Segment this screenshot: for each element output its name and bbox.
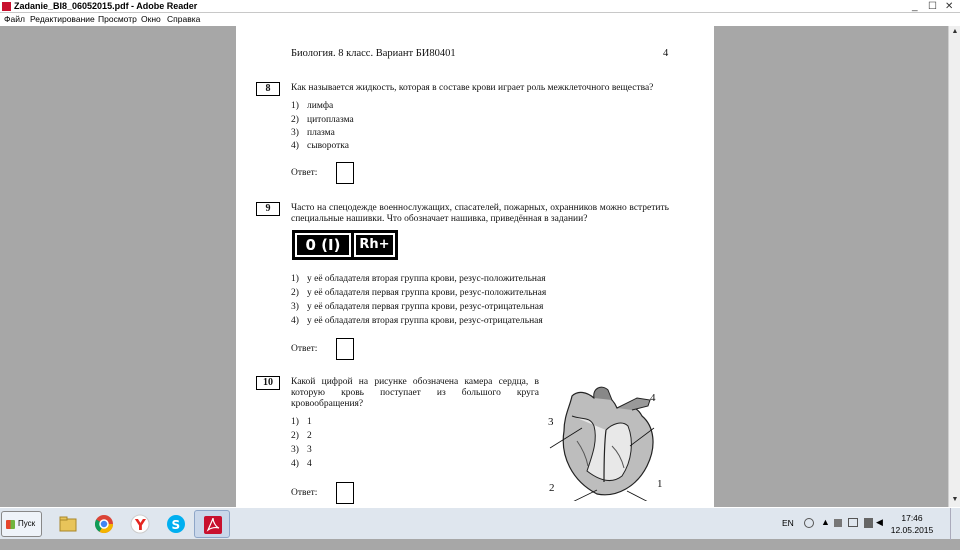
option-text: у её обладателя первая группа крови, резус-положительная [307,288,547,298]
answer-box[interactable] [336,482,354,504]
menu-file[interactable]: Файл [4,14,25,24]
network-icon[interactable] [864,518,873,528]
taskbar-skype[interactable] [158,510,194,538]
leader-line-2 [556,490,597,501]
question-number: 10 [256,376,280,390]
blood-group-label: 0 (I) [295,233,351,257]
option [291,431,312,441]
option-text: у её обладателя вторая группа крови, резус-отрицательная [307,316,543,326]
option-text: у её обладателя первая группа крови, резус-отрицательная [307,302,544,312]
tray-app-icon[interactable] [834,519,842,527]
option-number: 2) [291,288,299,298]
scroll-down-icon[interactable]: ▼ [951,496,959,503]
menu-window[interactable]: Окно [141,14,161,24]
option-text: плазма [307,128,335,138]
tray-expand-icon[interactable]: ▲ [821,517,830,527]
option [291,274,546,284]
option [291,128,335,138]
pdf-page [236,26,714,507]
rh-factor-label: Rh+ [354,233,395,257]
figure-label-1: 1 [657,478,663,490]
menu-help[interactable]: Справка [167,14,201,24]
option [291,101,333,111]
figure-label-3: 3 [548,416,554,428]
show-desktop-button[interactable] [950,508,960,540]
option-text: цитоплазма [307,115,354,125]
option [291,316,543,326]
volume-icon[interactable]: ◀ [876,517,883,527]
option-number: 3) [291,445,299,455]
menu-view[interactable]: Просмотр [98,14,137,24]
question-text: Часто на спецодежде военнослужащих, спасателей, пожарных, охранников можно встретить специальные нашивки. Что обозначает нашивка, приведённая в задании? [291,203,669,224]
answer-box[interactable] [336,162,354,184]
svg-text:S: S [171,518,181,532]
option [291,459,312,469]
menu-edit[interactable]: Редактирование [30,14,95,24]
chrome-icon [94,514,114,534]
taskbar-chrome[interactable] [86,510,122,538]
option-number: 4) [291,316,299,326]
option-text: сыворотка [307,141,349,151]
vertical-scrollbar[interactable] [948,26,960,507]
option-text: 4 [307,459,312,469]
figure-label-2: 2 [549,482,555,494]
option [291,445,312,455]
file-explorer-icon [58,514,78,534]
question-number: 9 [256,202,280,216]
adobe-reader-app-icon [2,2,11,11]
option-number: 1) [291,274,299,284]
option-text: лимфа [307,101,334,111]
scroll-up-icon[interactable]: ▲ [951,28,959,35]
option-number: 3) [291,128,299,138]
option-number: 1) [291,101,299,111]
close-button[interactable]: ✕ [945,1,954,12]
option [291,141,349,151]
option-number: 1) [291,417,299,427]
clock[interactable] [884,512,940,536]
clock-time: 17:46 [901,513,923,523]
start-button[interactable] [1,511,42,537]
taskbar-explorer[interactable] [50,510,86,538]
option-number: 4) [291,459,299,469]
option [291,302,543,312]
taskbar-yandex[interactable] [122,510,158,538]
answer-label: Ответ: [291,488,318,498]
option-text: 2 [307,431,312,441]
skype-icon [166,514,186,534]
option [291,288,546,298]
menu-bar [0,13,960,26]
answer-label: Ответ: [291,344,318,354]
question-text: Как называется жидкость, которая в составе крови играет роль межклеточного вещества? [291,83,654,93]
maximize-button[interactable]: ☐ [928,1,937,12]
page-number: 4 [663,48,669,59]
start-label: Пуск [18,519,36,528]
taskbar [0,507,960,539]
window-titlebar [0,0,960,13]
option-number: 4) [291,141,299,151]
window-title: Zadanie_BI8_06052015.pdf - Adobe Reader [14,1,198,11]
option-number: 3) [291,302,299,312]
clock-date: 12.05.2015 [890,525,934,535]
answer-box[interactable] [336,338,354,360]
adobe-reader-icon [203,515,223,535]
question-text: Какой цифрой на рисунке обозначена камера сердца, в которую кровь поступает из большого круга кровообращения? [291,377,539,409]
option-text: 1 [307,417,312,427]
language-indicator[interactable]: EN [782,518,794,528]
page-header: Биология. 8 класс. Вариант БИ80401 [291,48,456,59]
taskbar-adobe-reader[interactable] [194,510,230,538]
yandex-browser-icon [130,514,150,534]
question-number: 8 [256,82,280,96]
leader-line-1 [627,491,660,501]
option-number: 2) [291,115,299,125]
action-center-icon[interactable] [848,518,858,527]
option-text: у её обладателя вторая группа крови, резус-положительная [307,274,546,284]
option-text: 3 [307,445,312,455]
help-icon[interactable] [804,518,814,528]
option [291,115,354,125]
option-number: 2) [291,431,299,441]
figure-label-4: 4 [650,392,656,404]
svg-text:Y: Y [135,516,146,534]
windows-logo-icon [6,520,15,529]
blood-group-patch [292,230,398,260]
minimize-button[interactable]: _ [912,1,918,12]
answer-label: Ответ: [291,168,318,178]
option [291,417,312,427]
